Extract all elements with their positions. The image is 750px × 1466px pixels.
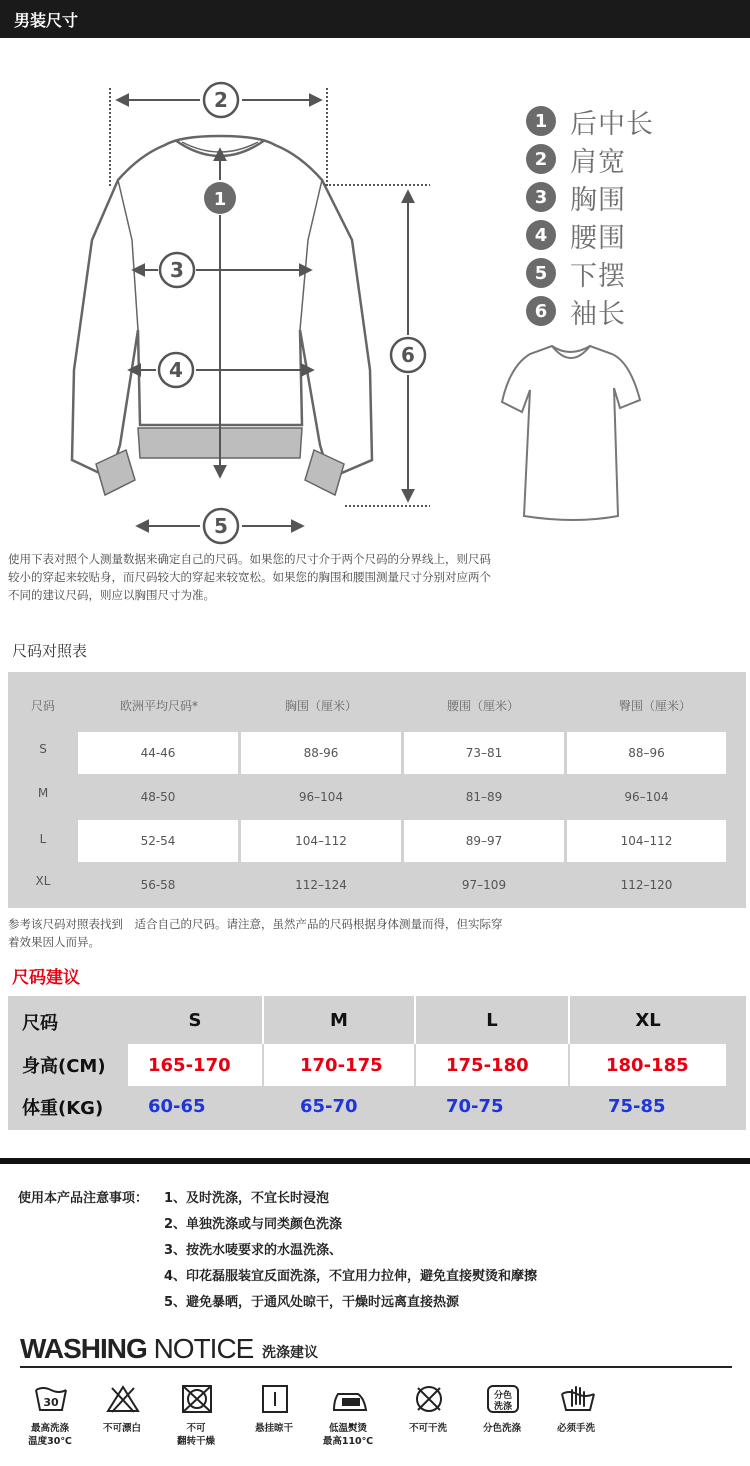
- recommend-title: 尺码建议: [12, 968, 80, 988]
- wash-temp-symbol: 30: [43, 1396, 59, 1409]
- legend-label: 袖长: [570, 298, 626, 330]
- measurement-legend: [526, 102, 726, 330]
- height-value: 180-185: [570, 1044, 726, 1086]
- legend-number: 3: [526, 182, 556, 212]
- wash-label: 必须手洗: [556, 1423, 595, 1434]
- weight-value: 60-65: [148, 1095, 206, 1117]
- marker-1: [204, 182, 236, 214]
- legend-label: 下摆: [570, 260, 626, 292]
- wash-label: 不可 翻转干燥: [176, 1423, 215, 1447]
- legend-item-sleeve: [526, 292, 726, 330]
- table-header: 欧洲平均尺码*: [119, 698, 198, 713]
- column-separator: [414, 996, 416, 1044]
- column-separator: [568, 996, 570, 1044]
- wash-label: 不可漂白: [102, 1423, 141, 1434]
- legend-item-waist: [526, 216, 726, 254]
- care-item: 4、印花磊服装宜反面洗涤，不宜用力拉伸，避免直接熨烫和摩擦: [164, 1269, 538, 1284]
- table-cell: 44-46: [78, 732, 238, 774]
- legend-label: 肩宽: [570, 146, 626, 178]
- washing-title-bold: WASHING: [20, 1333, 147, 1364]
- recommend-header-size: 尺码: [22, 1013, 58, 1034]
- legend-label: 后中长: [570, 108, 654, 140]
- wash-label: 悬挂晾干: [254, 1423, 293, 1434]
- marker-3-label: 3: [170, 258, 184, 282]
- table-note: 参考该尺码对照表找到 适合自己的尺码。请注意，虽然产品的尺码根据身体测量而得，但实际穿着效果因人而异。: [8, 917, 503, 949]
- wash-label: 最高洗涤 温度30℃: [28, 1423, 72, 1447]
- measurement-diagram: [0, 40, 750, 550]
- legend-number: 2: [526, 144, 556, 174]
- section-divider: [0, 1158, 750, 1164]
- table-header: 胸围（厘米）: [284, 698, 357, 713]
- page-title: 男装尺寸: [14, 11, 79, 30]
- size-table: [8, 672, 746, 908]
- marker-4-label: 4: [169, 358, 183, 382]
- table-cell-size: L: [39, 832, 47, 846]
- care-item: 2、单独洗涤或与同类颜色洗涤: [164, 1217, 343, 1232]
- table-cell: 56-58: [78, 864, 238, 906]
- height-label: 身高(CM): [22, 1056, 106, 1077]
- table-cell: 88-96: [241, 732, 401, 774]
- size-table-title: 尺码对照表: [12, 642, 88, 660]
- marker-6: [391, 338, 425, 372]
- legend-number: 6: [526, 296, 556, 326]
- table-cell: 104–112: [241, 820, 401, 862]
- weight-value: 75-85: [608, 1095, 666, 1117]
- svg-text:洗涤: 洗涤: [493, 1402, 513, 1412]
- washing-notice-title: [20, 1333, 253, 1365]
- marker-6-label: 6: [401, 343, 415, 367]
- weight-label: 体重(KG): [22, 1098, 104, 1119]
- table-cell: 112–124: [241, 864, 401, 906]
- no-dry-clean-icon: [398, 1382, 458, 1466]
- care-item: 3、按洗水唛要求的水温洗涤、: [164, 1243, 343, 1258]
- care-item: 5、避免暴晒，于通风处晾干，干燥时远离直接热源: [164, 1295, 460, 1310]
- svg-text:分色: 分色: [493, 1391, 513, 1401]
- marker-2: [204, 83, 238, 117]
- table-header: 尺码: [30, 698, 55, 713]
- recommend-header: M: [330, 1009, 348, 1031]
- table-cell-size: XL: [35, 874, 51, 888]
- tshirt-illustration: [502, 346, 640, 520]
- legend-number: 1: [526, 106, 556, 136]
- care-item: 1、及时洗涤，不宜长时浸泡: [164, 1191, 330, 1206]
- table-cell-size: M: [37, 786, 49, 800]
- marker-5: [204, 509, 238, 543]
- marker-3: [160, 253, 194, 287]
- legend-item-chest: [526, 178, 726, 216]
- height-value: 175-180: [416, 1044, 568, 1086]
- table-cell: 96–104: [241, 776, 401, 818]
- washing-underline: [20, 1366, 732, 1368]
- intro-text: 使用下表对照个人测量数据来确定自己的尺码。如果您的尺寸介于两个尺码的分界线上，则尺码较小的穿起来较贴身，而尺码较大的穿起来较宽松。如果您的胸围和腰围测量尺寸分别对应两个不同的建议尺码，则应以胸围尺寸为准。: [8, 552, 491, 602]
- low-iron-icon: [318, 1382, 378, 1466]
- no-bleach-icon: [92, 1382, 152, 1466]
- table-header: 臀围（厘米）: [618, 698, 691, 713]
- table-cell: 81–89: [404, 776, 564, 818]
- legend-number: 4: [526, 220, 556, 250]
- wash-30-icon: [20, 1382, 80, 1466]
- hand-wash-icon: [546, 1382, 606, 1466]
- table-header: 腰围（厘米）: [446, 698, 519, 713]
- height-value: 165-170: [128, 1044, 262, 1086]
- legend-number: 5: [526, 258, 556, 288]
- legend-item-back-length: [526, 102, 726, 140]
- marker-1-label: 1: [213, 189, 227, 210]
- legend-item-hem: [526, 254, 726, 292]
- marker-4: [159, 353, 193, 387]
- washing-title-cn: 洗涤建议: [262, 1345, 318, 1361]
- table-cell: 104–112: [567, 820, 726, 862]
- height-value: 170-175: [264, 1044, 414, 1086]
- table-cell: 88–96: [567, 732, 726, 774]
- separate-wash-icon: [472, 1382, 532, 1466]
- table-cell-size: S: [39, 742, 47, 756]
- no-tumble-dry-icon: [166, 1382, 226, 1466]
- marker-2-label: 2: [214, 88, 228, 112]
- hang-dry-icon: [244, 1382, 304, 1466]
- table-cell: 112–120: [567, 864, 726, 906]
- care-intro: 使用本产品注意事项：: [18, 1191, 149, 1206]
- table-cell: 89–97: [404, 820, 564, 862]
- column-separator: [262, 996, 264, 1044]
- wash-label: 不可干洗: [408, 1423, 447, 1434]
- header-bar: [0, 0, 750, 38]
- wash-label: 低温熨烫 最高110℃: [322, 1423, 374, 1447]
- legend-label: 腰围: [570, 222, 626, 254]
- weight-value: 65-70: [300, 1095, 358, 1117]
- legend-item-shoulder: [526, 140, 726, 178]
- table-cell: 48-50: [78, 776, 238, 818]
- marker-5-label: 5: [214, 514, 228, 538]
- washing-title-thin: NOTICE: [153, 1333, 254, 1364]
- table-cell: 73–81: [404, 732, 564, 774]
- legend-label: 胸围: [570, 184, 626, 216]
- table-cell: 96–104: [567, 776, 726, 818]
- recommend-header: L: [486, 1009, 498, 1031]
- recommend-header: XL: [635, 1009, 661, 1031]
- recommend-table: [8, 996, 746, 1130]
- weight-value: 70-75: [446, 1095, 504, 1117]
- recommend-header: S: [128, 1000, 262, 1040]
- wash-label: 分色洗涤: [482, 1423, 521, 1434]
- table-cell: 52-54: [78, 820, 238, 862]
- table-cell: 97–109: [404, 864, 564, 906]
